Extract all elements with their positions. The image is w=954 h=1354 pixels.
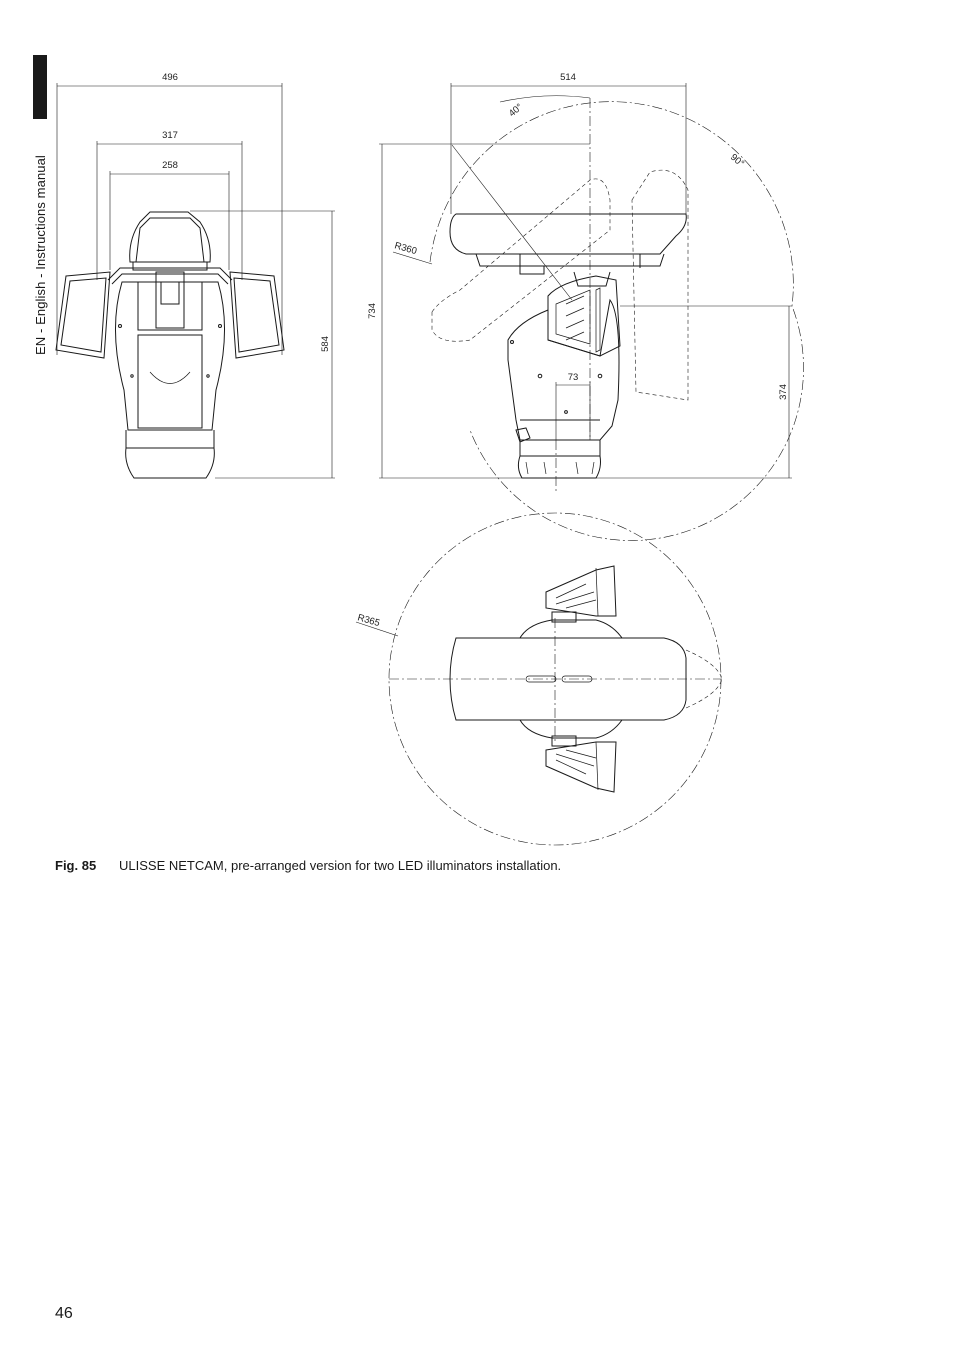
front-view [56,83,335,478]
dim-front-width-total: 496 [162,72,178,83]
dim-side-height-total: 734 [367,303,378,319]
dim-front-width-inner: 258 [162,160,178,171]
figure-caption-text: ULISSE NETCAM, pre-arranged version for two LED illuminators installation. [119,858,562,873]
dim-front-width-mid: 317 [162,130,178,141]
dim-side-height-pivot: 374 [778,384,789,400]
dim-top-radius: R365 [356,612,382,630]
figure-caption [55,858,561,873]
page-number: 46 [55,1305,73,1322]
side-view [379,83,804,541]
dim-tilt-down-angle: 90° [728,151,747,170]
dim-front-height: 584 [320,336,331,352]
dim-tilt-up-angle: 40° [506,101,525,120]
dim-side-width: 514 [560,72,576,83]
top-view [356,513,722,845]
figure-label: Fig. 85 [55,858,97,873]
dim-side-offset: 73 [567,372,579,383]
side-label: EN - English - Instructions manual [33,155,48,355]
dim-side-radius: R360 [393,240,419,258]
